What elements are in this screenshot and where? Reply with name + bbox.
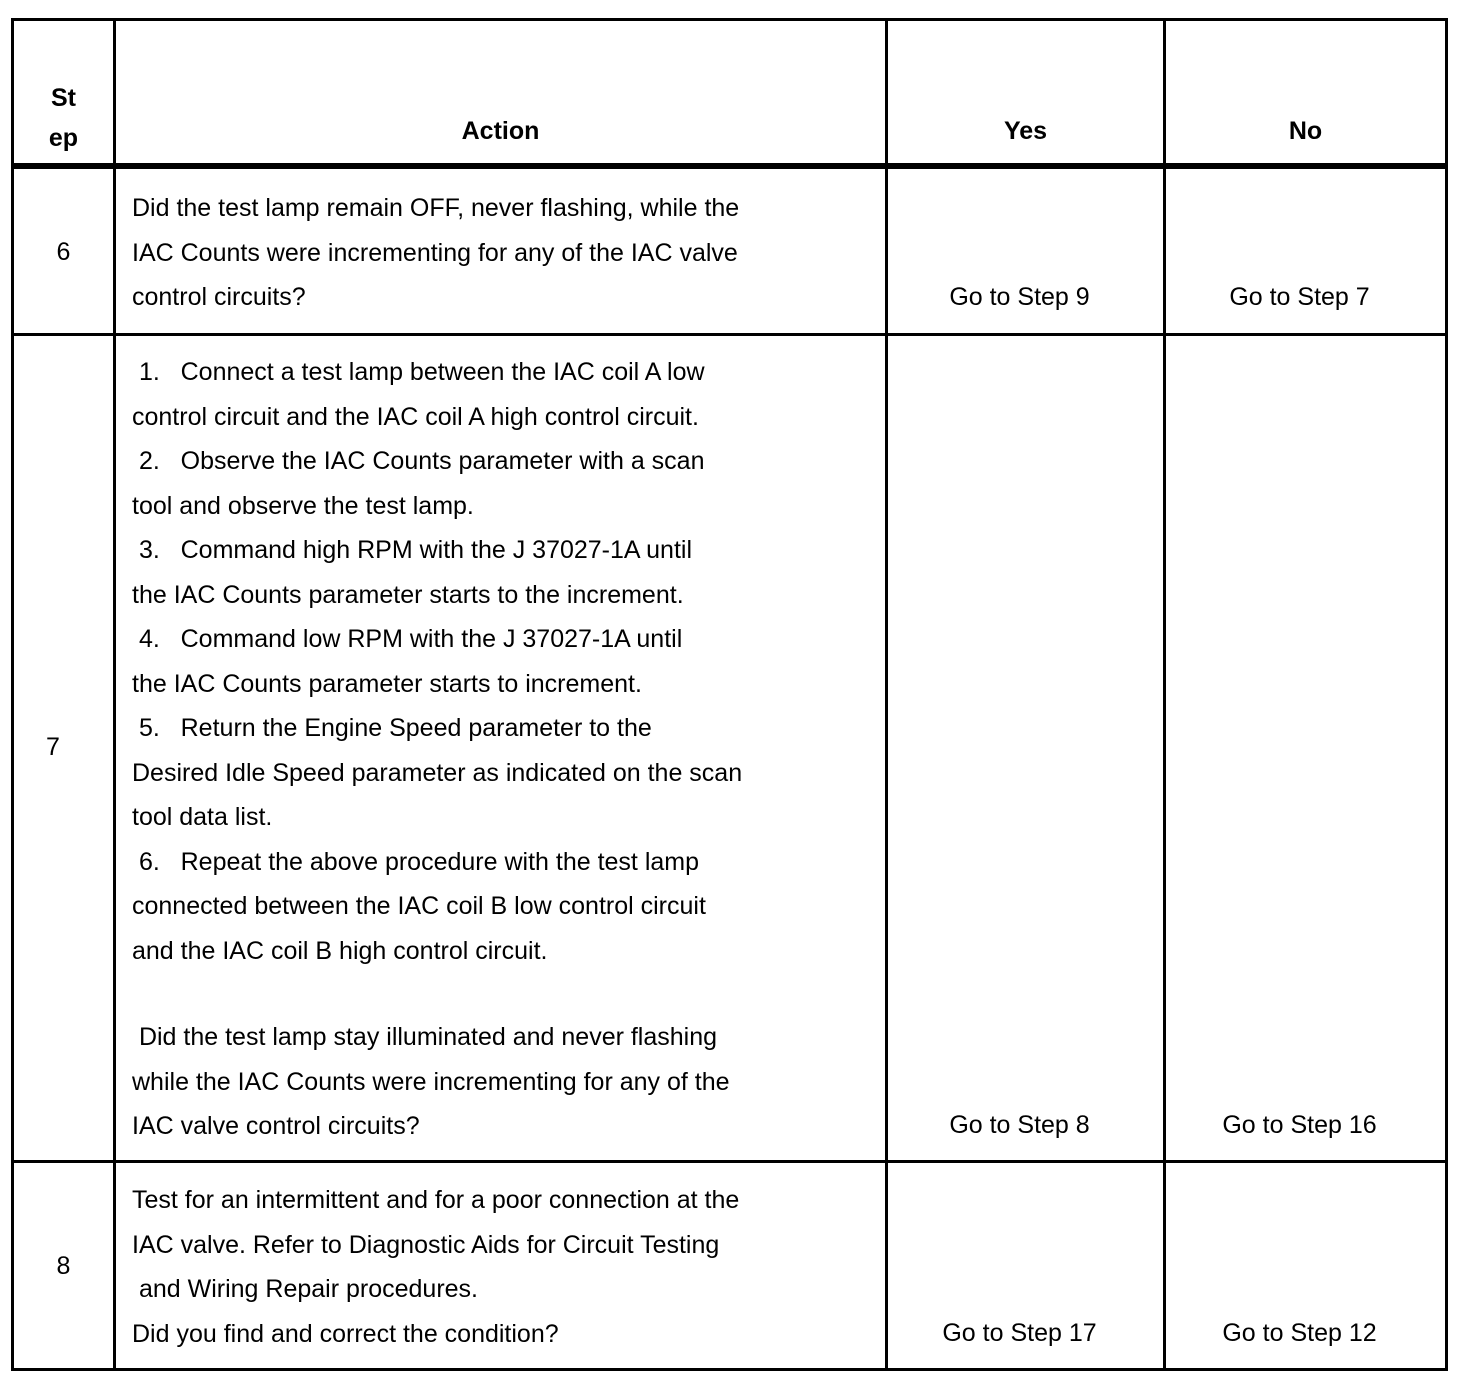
action-line: tool and observe the test lamp. xyxy=(132,491,474,520)
table-border-left xyxy=(11,18,14,1371)
header-divider xyxy=(11,163,1448,169)
action-line: Did the test lamp remain OFF, never flashing, while the xyxy=(132,194,740,222)
action-line: while the IAC Counts were incrementing for any of the xyxy=(132,1067,730,1096)
action-line: connected between the IAC coil B low control circuit xyxy=(132,892,706,920)
no-result: Go to Step 7 xyxy=(1229,283,1370,311)
header-action: Action xyxy=(461,117,540,145)
action-line: Test for an intermittent and for a poor connection at the xyxy=(132,1186,740,1214)
row-divider xyxy=(11,333,1448,336)
action-text xyxy=(132,186,877,320)
action-line: and the IAC coil B high control circuit. xyxy=(132,936,548,965)
action-text xyxy=(132,1178,877,1356)
yes-result: Go to Step 8 xyxy=(949,1111,1090,1139)
action-line: the IAC Counts parameter starts to increment. xyxy=(132,669,642,698)
action-line: control circuits? xyxy=(132,283,306,311)
action-line: 2. Observe the IAC Counts parameter with a scan xyxy=(132,447,705,475)
action-line: and Wiring Repair procedures. xyxy=(132,1275,478,1303)
step-number: 6 xyxy=(56,238,71,266)
action-line: Did the test lamp stay illuminated and never flashing xyxy=(132,1023,718,1051)
action-line-blank xyxy=(132,973,877,1015)
header-step-line: St xyxy=(51,84,76,112)
column-divider xyxy=(1163,18,1166,1371)
yes-result: Go to Step 9 xyxy=(949,283,1090,311)
action-text xyxy=(132,350,877,1149)
row-divider xyxy=(11,1160,1448,1163)
header-step-line: ep xyxy=(48,124,79,152)
table-border-bottom xyxy=(11,1368,1448,1371)
action-line: 3. Command high RPM with the J 37027-1A until xyxy=(132,536,693,564)
action-line: 4. Command low RPM with the J 37027-1A until xyxy=(132,625,683,653)
no-result: Go to Step 16 xyxy=(1222,1111,1377,1139)
header-no: No xyxy=(1288,117,1323,145)
diagnostic-table xyxy=(11,18,1448,1371)
header-yes: Yes xyxy=(1003,117,1048,145)
step-number: 7 xyxy=(46,733,60,761)
action-line: control circuit and the IAC coil A high control circuit. xyxy=(132,402,699,431)
action-line: IAC valve. Refer to Diagnostic Aids for Circuit Testing xyxy=(132,1230,720,1259)
action-line: the IAC Counts parameter starts to the increment. xyxy=(132,580,684,609)
action-line: 1. Connect a test lamp between the IAC coil A low xyxy=(132,358,705,386)
step-number: 8 xyxy=(56,1252,71,1280)
action-line: Did you find and correct the condition? xyxy=(132,1319,559,1348)
action-line: IAC valve control circuits? xyxy=(132,1112,420,1140)
action-line: 5. Return the Engine Speed parameter to the xyxy=(132,714,652,742)
action-line: Desired Idle Speed parameter as indicated on the scan xyxy=(132,758,743,787)
action-line: tool data list. xyxy=(132,803,273,831)
table-border-right xyxy=(1445,18,1448,1371)
yes-result: Go to Step 17 xyxy=(942,1319,1097,1347)
action-line: IAC Counts were incrementing for any of the IAC valve xyxy=(132,238,738,267)
column-divider xyxy=(113,18,116,1371)
no-result: Go to Step 12 xyxy=(1222,1319,1377,1347)
column-divider xyxy=(885,18,888,1371)
table-border-top xyxy=(11,18,1448,21)
header-step xyxy=(14,78,113,158)
action-line: 6. Repeat the above procedure with the test lamp xyxy=(132,847,700,876)
